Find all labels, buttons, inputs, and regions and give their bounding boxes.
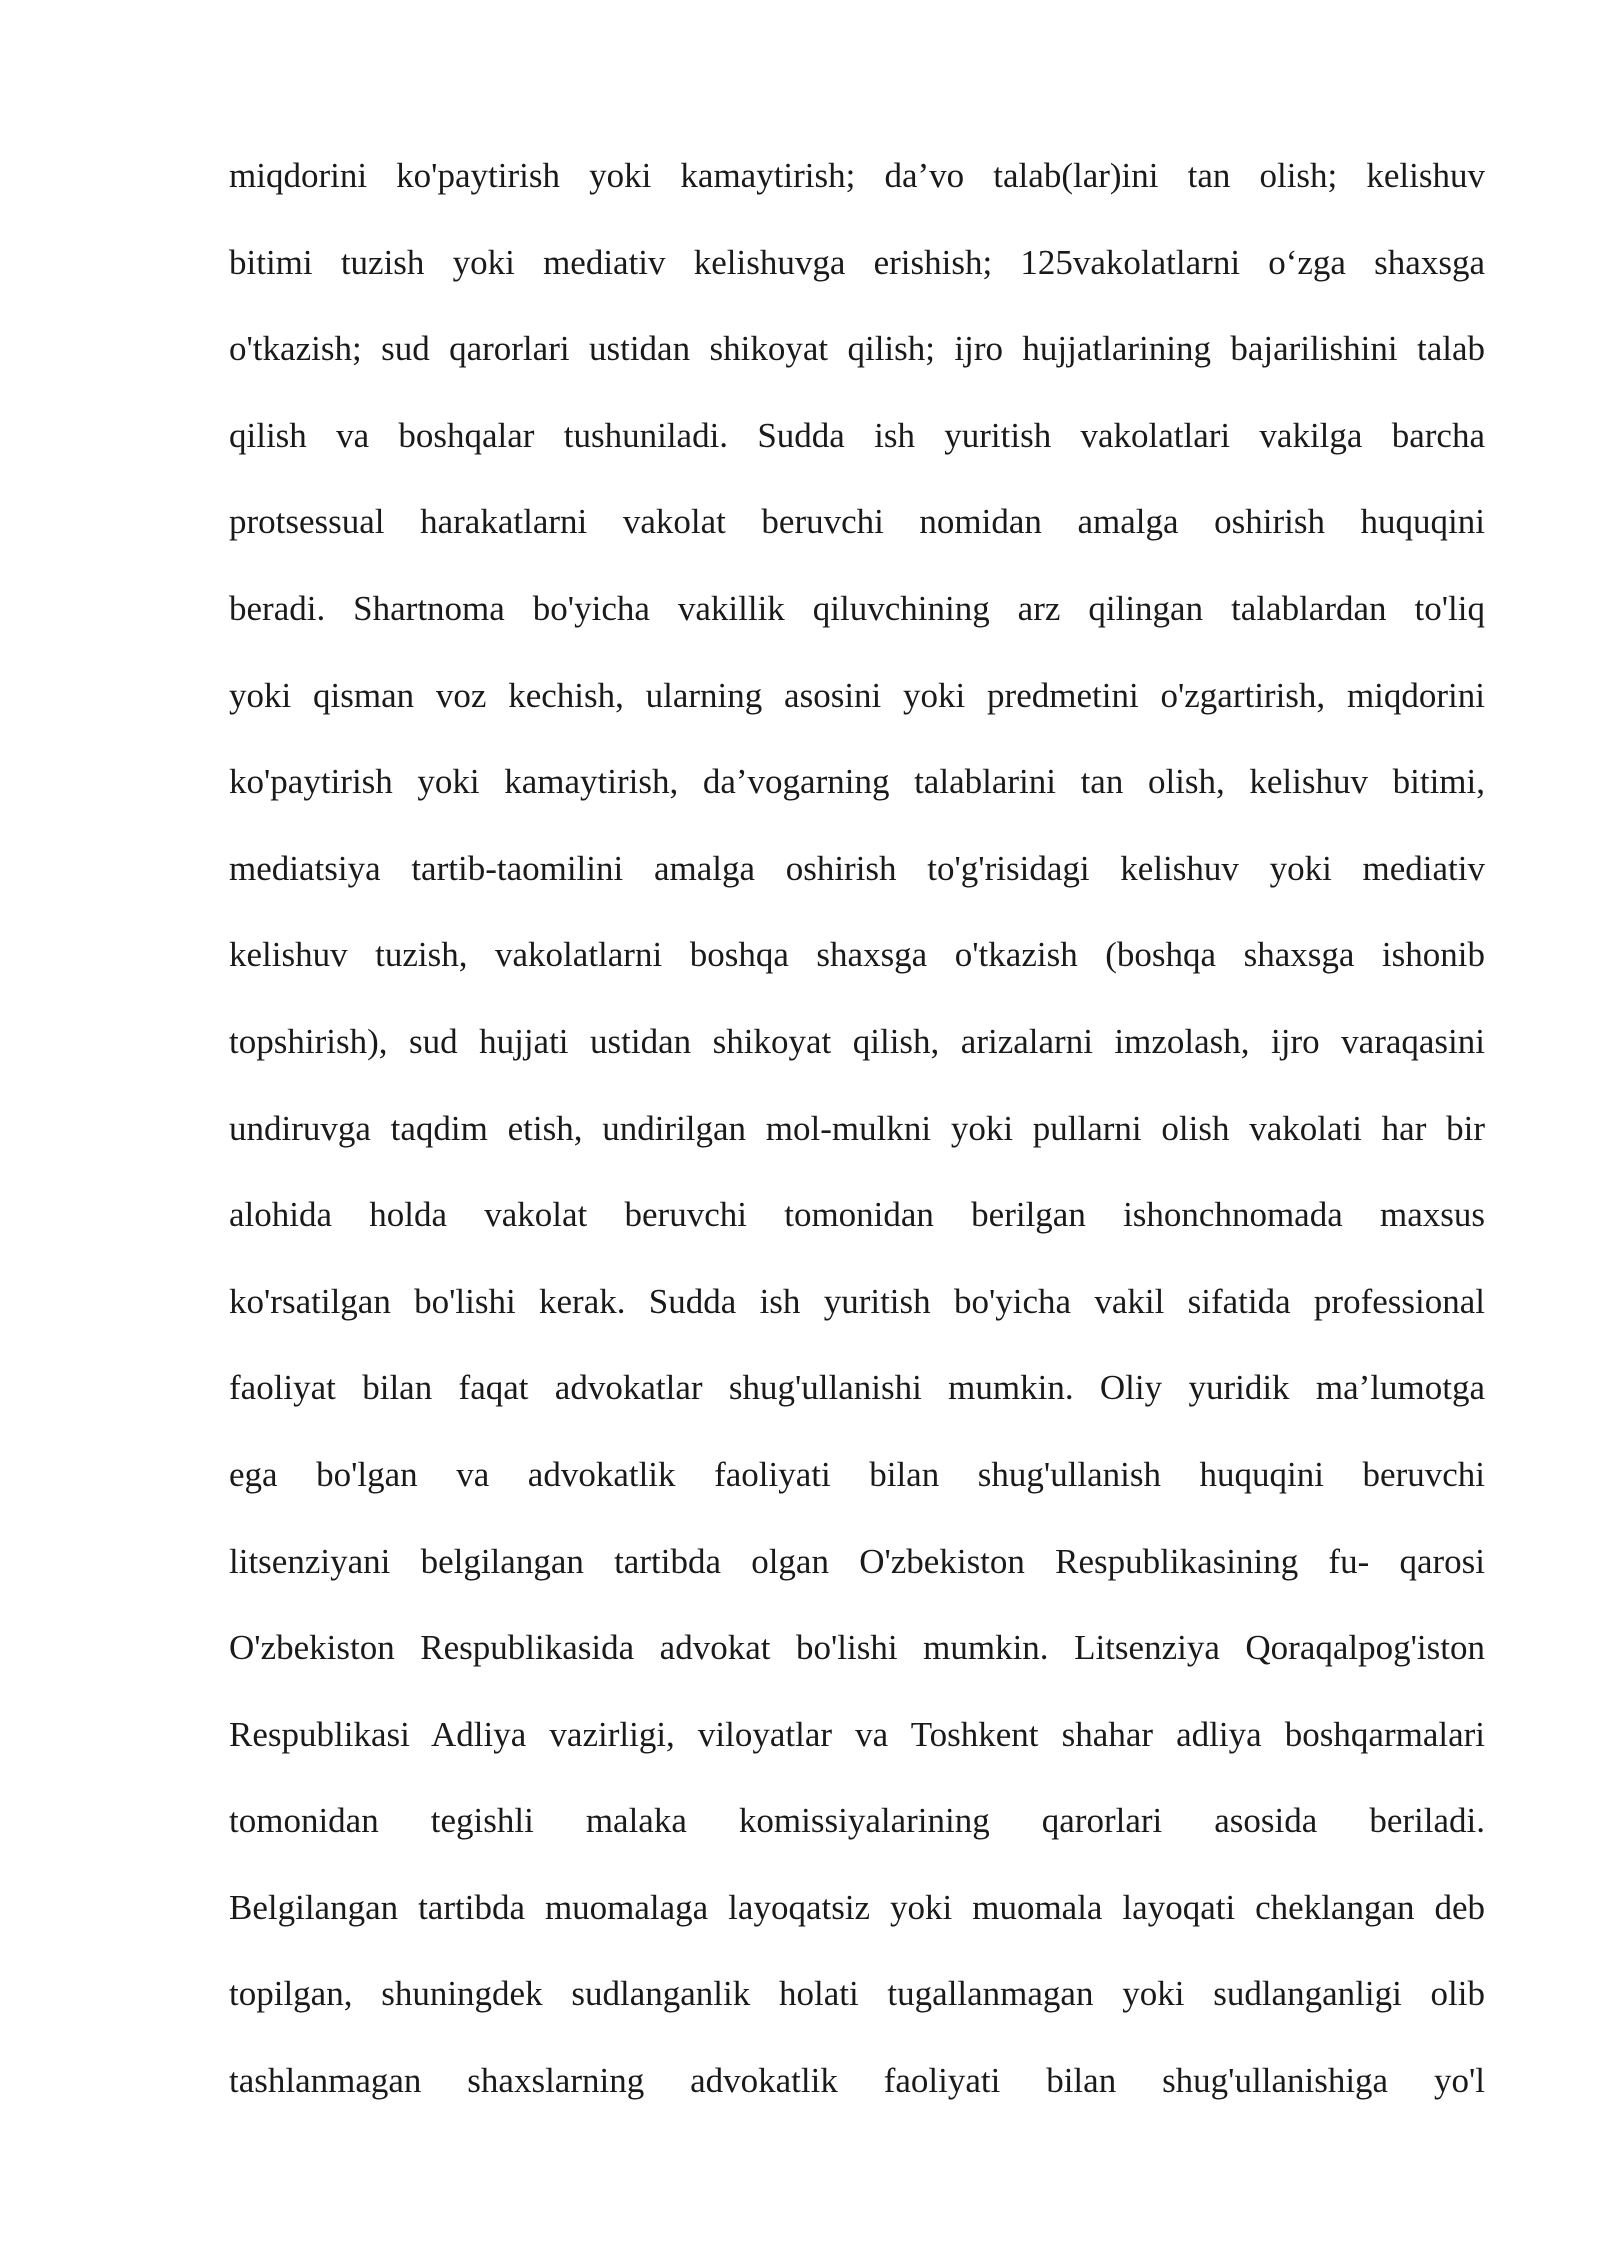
text-line: yoki qisman voz kechish, ularning asosini yoki predmetini o'zgartirish, miqdorini: [229, 675, 1485, 715]
text-line: litsenziyani belgilangan tartibda olgan O'zbekiston Respublikasining fu- qarosi: [229, 1541, 1485, 1581]
text-line: ko'paytirish yoki kamaytirish, da’vogarning talablarini tan olish, kelishuv bitimi,: [229, 762, 1485, 802]
text-line: Belgilangan tartibda muomalaga layoqatsiz yoki muomala layoqati cheklangan deb: [229, 1887, 1485, 1927]
text-line: topshirish), sud hujjati ustidan shikoyat qilish, arizalarni imzolash, ijro varaqasini: [229, 1021, 1485, 1061]
text-line: undiruvga taqdim etish, undirilgan mol-mulkni yoki pullarni olish vakolati har bir: [229, 1108, 1485, 1148]
text-line: tashlanmagan shaxslarning advokatlik faoliyati bilan shug'ullanishiga yo'l: [229, 2061, 1485, 2101]
text-line: alohida holda vakolat beruvchi tomonidan berilgan ishonchnomada maxsus: [229, 1195, 1485, 1235]
text-line: topilgan, shuningdek sudlanganlik holati tugallanmagan yoki sudlanganligi olib: [229, 1974, 1485, 2014]
text-line: o'tkazish; sud qarorlari ustidan shikoyat qilish; ijro hujjatlarining bajarilishini talab: [229, 329, 1485, 369]
text-line: tomonidan tegishli malaka komissiyalarining qarorlari asosida beriladi.: [229, 1801, 1485, 1841]
text-line: kelishuv tuzish, vakolatlarni boshqa shaxsga o'tkazish (boshqa shaxsga ishonib: [229, 935, 1485, 975]
text-line: ko'rsatilgan bo'lishi kerak. Sudda ish yuritish bo'yicha vakil sifatida professional: [229, 1281, 1485, 1321]
text-line: faoliyat bilan faqat advokatlar shug'ullanishi mumkin. Oliy yuridik ma’lumotga: [229, 1368, 1485, 1408]
text-line: miqdorini ko'paytirish yoki kamaytirish; da’vo talab(lar)ini tan olish; kelishuv: [229, 156, 1485, 195]
text-line: protsessual harakatlarni vakolat beruvchi nomidan amalga oshirish huquqini: [229, 502, 1485, 542]
text-line: mediatsiya tartib-taomilini amalga oshirish to'g'risidagi kelishuv yoki mediativ: [229, 848, 1485, 888]
body-text: [229, 148, 1485, 2140]
text-line: Respublikasi Adliya vazirligi, viloyatlar va Toshkent shahar adliya boshqarmalari: [229, 1714, 1485, 1754]
text-line: qilish va boshqalar tushuniladi. Sudda ish yuritish vakolatlari vakilga barcha: [229, 415, 1485, 455]
text-line: O'zbekiston Respublikasida advokat bo'lishi mumkin. Litsenziya Qoraqalpog'iston: [229, 1628, 1485, 1668]
text-line: bitimi tuzish yoki mediativ kelishuvga erishish; 125vakolatlarni o‘zga shaxsga: [229, 242, 1485, 282]
text-line: ega bo'lgan va advokatlik faoliyati bilan shug'ullanish huquqini beruvchi: [229, 1454, 1485, 1494]
text-line: beradi. Shartnoma bo'yicha vakillik qiluvchining arz qilingan talablardan to'liq: [229, 588, 1485, 628]
